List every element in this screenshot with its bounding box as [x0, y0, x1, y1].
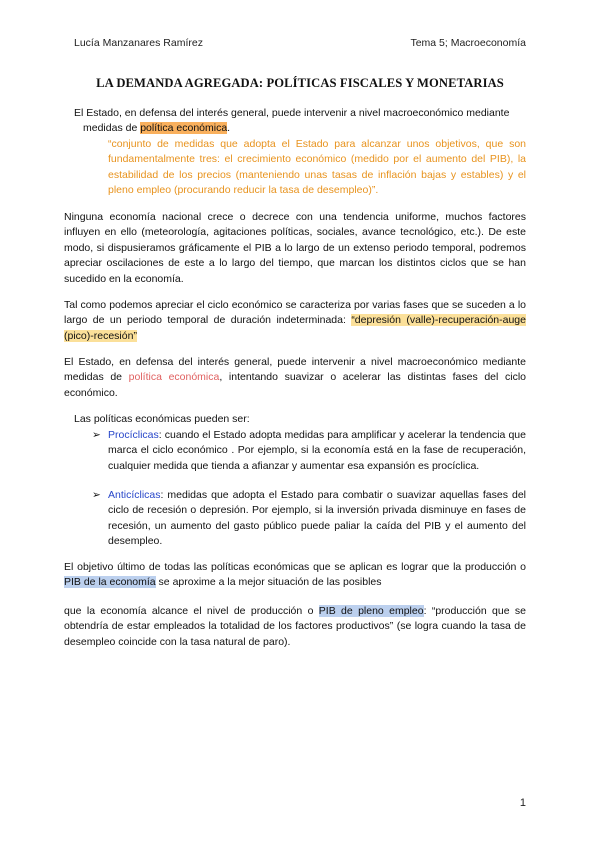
intro-paragraph	[74, 106, 535, 137]
intro-highlight: política económica	[140, 122, 228, 135]
list-intro: Las políticas económicas pueden ser:	[74, 413, 250, 425]
objective-text-a: El objetivo último de todas las políticas económicas que se aplican es lograr que la producción o	[64, 561, 526, 573]
objective-paragraph	[64, 560, 526, 591]
full-employment-text-b: : “producción que se obtendría de estar empleados la totalidad de los factores productivos” (se logra cuando la tasa de desempleo coincide con la tasa natural de paro).	[64, 605, 526, 648]
full-employment-text-a: que la economía alcance el nivel de producción o	[64, 605, 319, 617]
list-item-text: : cuando el Estado adopta medidas para amplificar y acelerar la tendencia que marca el ciclo económico . Por ejemplo, si la economía está en la fase de recuperación, cualquier medida que tienda a afianzar y aumentar esa expansión es procíclica.	[108, 429, 526, 472]
phases-highlight: “depresión (valle)-recuperación-auge (pico)-recesión”	[64, 314, 526, 342]
page-number: 1	[519, 797, 526, 809]
intro-text-a: El Estado, en defensa del interés general, puede intervenir a nivel macroeconómico mediante medidas de	[74, 107, 510, 135]
state-text-b: , intentando suavizar o acelerar las distintas fases del ciclo económico.	[64, 371, 526, 399]
list-item-term: Anticíclicas	[108, 489, 161, 501]
list-item-procyclical	[92, 428, 526, 474]
phases-paragraph	[64, 298, 526, 344]
phases-text: Tal como podemos apreciar el ciclo económico se caracteriza por varias fases que se suceden a lo largo de un periodo temporal de duración indeterminada:	[64, 299, 526, 327]
list-item-term: Procíclicas	[108, 429, 159, 441]
definition-quote: “conjunto de medidas que adopta el Estado para alcanzar unos objetivos, que son fundamentalmente tres: el crecimiento económico (medido por el aumento del PIB), la estabilidad de los precios (manteniendo unas tasas de inflación bajas y estables) y el pleno empleo (procurando reducir la tasa de desempleo)”.	[108, 138, 526, 197]
full-employment-highlight: PIB de pleno empleo	[318, 605, 424, 617]
list-item-text: : medidas que adopta el Estado para combatir o suavizar aquellas fases del ciclo de recesión o depresión. Por ejemplo, si la inversión privada disminuye en fases de recesión, un aumento del gasto público puede paliar la caída del PIB y el aumento del desempleo.	[108, 489, 526, 548]
full-employment-paragraph	[64, 604, 526, 650]
state-text-a: El Estado, en defensa del interés general, puede intervenir a nivel macroeconómico mediante medidas de	[64, 356, 526, 384]
bullet-arrow-icon: ➢	[92, 489, 101, 501]
bullet-arrow-icon: ➢	[92, 429, 101, 441]
objective-text-b: se aproxime a la mejor situación de las posibles	[155, 576, 382, 589]
objective-highlight: PIB de la economía	[64, 576, 156, 589]
intro-text-b: .	[227, 122, 231, 135]
header-subject: Tema 5; Macroeconomía	[410, 37, 526, 49]
state-paragraph	[64, 355, 526, 401]
document-title: LA DEMANDA AGREGADA: POLÍTICAS FISCALES Y MONETARIAS	[96, 76, 504, 90]
list-item-anticyclical	[92, 488, 526, 550]
state-colored-term: política económica	[128, 371, 220, 384]
header-author: Lucía Manzanares Ramírez	[74, 37, 203, 49]
cycles-paragraph: Ninguna economía nacional crece o decrece con una tendencia uniforme, muchos factores influyen en ello (meteorología, agitaciones políticas, sociales, avance tecnológico, etc.). De este modo, si dispusieramos gráficamente el PIB a lo largo de un extenso periodo temporal, podremos apreciar oscilaciones de este a lo largo del tiempo, que marcan los distintos ciclos que se han sucedido en la economía.	[64, 211, 526, 285]
